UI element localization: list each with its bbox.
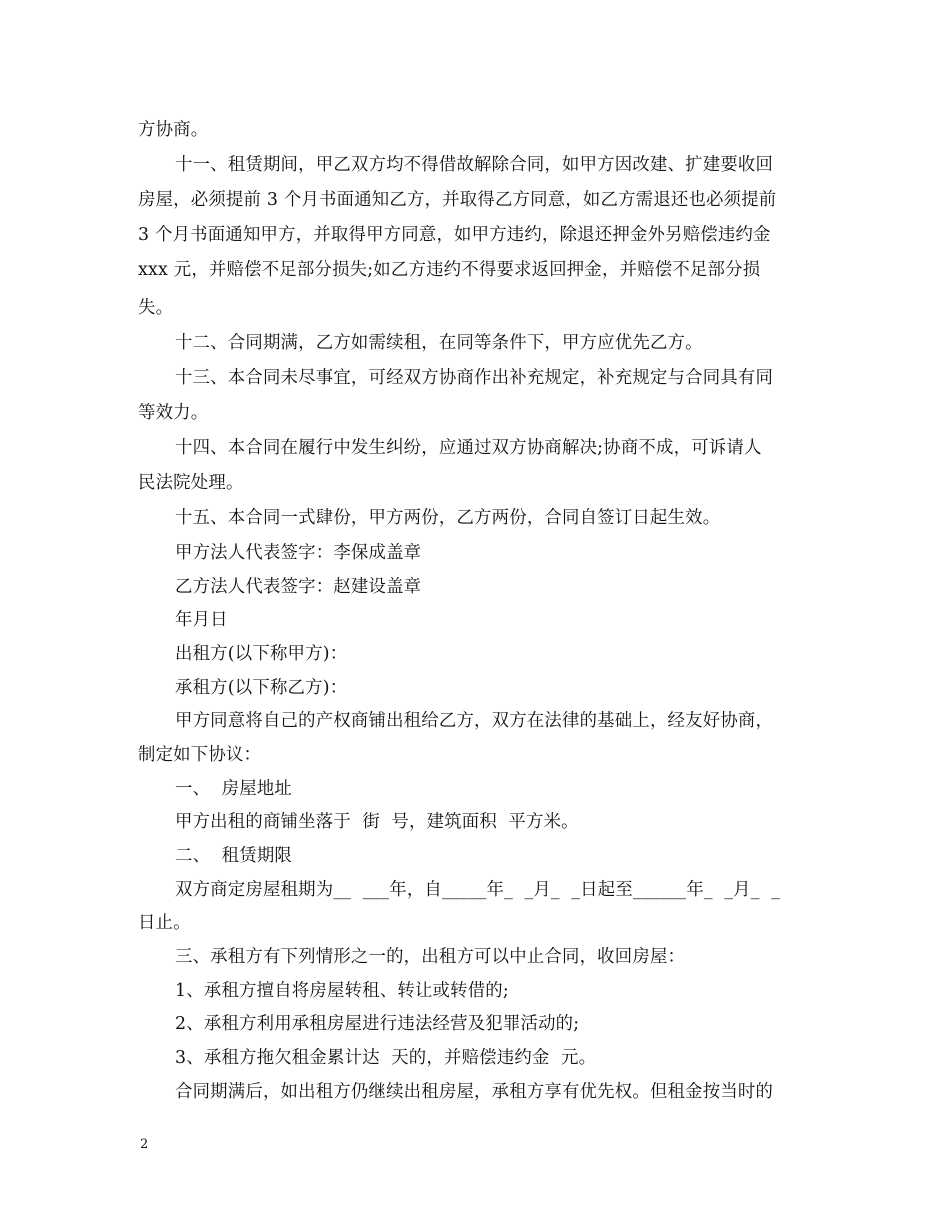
text-line: 失。 bbox=[138, 298, 174, 318]
text-line: 双方商定房屋租期为__ ___年，自_____年_ _月_ _日起至______年_ _月_ _ bbox=[175, 880, 780, 900]
text-line: 十五、本合同一式肆份，甲方两份，乙方两份，合同自签订日起生效。 bbox=[175, 508, 721, 528]
text-line: 十一、租赁期间，甲乙双方均不得借故解除合同，如甲方因改建、扩建要收回 bbox=[175, 155, 774, 175]
text-line: 日止。 bbox=[138, 913, 191, 933]
text-line: 十三、本合同未尽事宜，可经双方协商作出补充规定，补充规定与合同具有同 bbox=[175, 368, 774, 388]
text-line: 3 个月书面通知甲方，并取得甲方同意，如甲方违约，除退还押金外另赔偿违约金 bbox=[138, 225, 771, 245]
text-line: 制定如下协议： bbox=[138, 745, 262, 765]
text-line: 房屋，必须提前 3 个月书面通知乙方，并取得乙方同意，如乙方需退还也必须提前 bbox=[138, 190, 777, 210]
list-item: 2、承租方利用承租房屋进行违法经营及犯罪活动的; bbox=[175, 1014, 580, 1034]
text-line: 甲方出租的商铺坐落于 街 号，建筑面积 平方米。 bbox=[175, 812, 579, 832]
signature-line-party-a: 甲方法人代表签字：李保成盖章 bbox=[175, 543, 422, 563]
text-line: 合同期满后，如出租方仍继续出租房屋，承租方享有优先权。但租金按当时的 bbox=[175, 1082, 774, 1102]
text-line: 十四、本合同在履行中发生纠纷，应通过双方协商解决;协商不成，可诉请人 bbox=[175, 438, 762, 458]
date-line: 年月日 bbox=[175, 610, 228, 630]
section-heading: 二、 租赁期限 bbox=[175, 846, 293, 866]
list-item: 1、承租方擅自将房屋转租、转让或转借的; bbox=[175, 981, 509, 1001]
lessor-line: 出租方(以下称甲方)： bbox=[175, 644, 348, 664]
text-line: 民法院处理。 bbox=[138, 473, 244, 493]
text-line: 三、承租方有下列情形之一的，出租方可以中止合同，收回房屋： bbox=[175, 947, 686, 967]
text-line: 十二、合同期满，乙方如需续租，在同等条件下，甲方应优先乙方。 bbox=[175, 333, 703, 353]
text-line: 甲方同意将自己的产权商铺出租给乙方，双方在法律的基础上，经友好协商， bbox=[175, 711, 774, 731]
list-item: 3、承租方拖欠租金累计达 天的，并赔偿违约金 元。 bbox=[175, 1048, 597, 1068]
text-line: 方协商。 bbox=[138, 120, 209, 140]
signature-line-party-b: 乙方法人代表签字：赵建设盖章 bbox=[175, 577, 422, 597]
text-line: xxx 元，并赔偿不足部分损失;如乙方违约不得要求返回押金，并赔偿不足部分损 bbox=[138, 260, 761, 280]
lessee-line: 承租方(以下称乙方)： bbox=[175, 678, 348, 698]
section-heading: 一、 房屋地址 bbox=[175, 779, 293, 799]
page-number: 2 bbox=[140, 1137, 149, 1152]
text-line: 等效力。 bbox=[138, 403, 209, 423]
